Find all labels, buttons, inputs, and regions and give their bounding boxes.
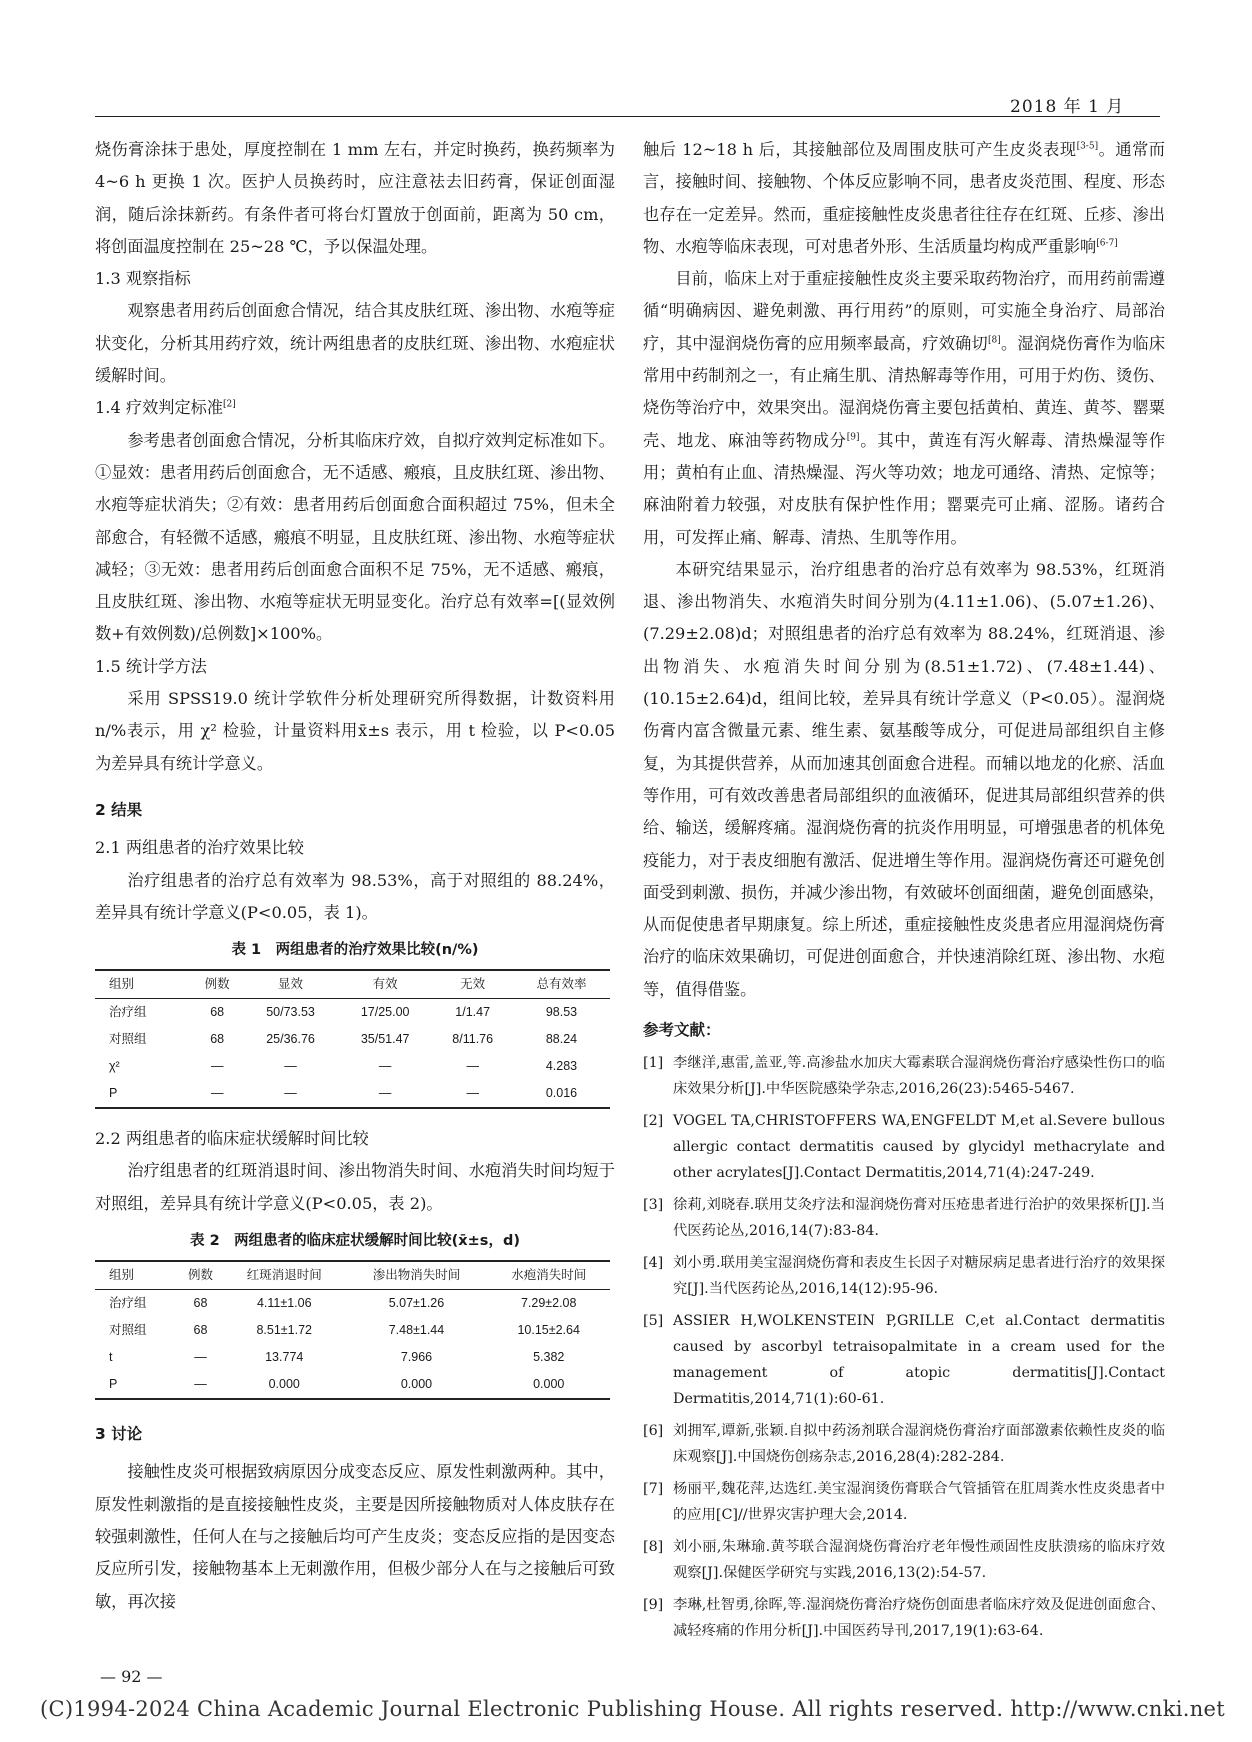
table-cell: 0.000 bbox=[346, 1371, 488, 1399]
copyright-footer: (C)1994-2024 China Academic Journal Electronic Publishing House. All rights reserved. http://www.cnki.net bbox=[40, 1697, 1226, 1721]
citation-3-5[interactable]: [3-5] bbox=[1076, 141, 1099, 152]
citation-9[interactable]: [9] bbox=[846, 432, 860, 443]
paragraph-treatment bbox=[643, 263, 1165, 554]
table2-header: 例数 bbox=[178, 1261, 223, 1290]
table-row bbox=[95, 1317, 610, 1344]
paragraph-1-3: 观察患者用药后创面愈合情况，结合其皮肤红斑、渗出物、水疱等症状变化，分析其用药疗效，统计两组患者的皮肤红斑、渗出物、水疱症状缓解时间。 bbox=[95, 301, 615, 386]
citation-2[interactable]: [2] bbox=[223, 399, 236, 410]
heading-1-4 bbox=[95, 392, 615, 424]
table-cell: 治疗组 bbox=[109, 1005, 147, 1020]
table-cell: P bbox=[95, 1371, 178, 1399]
paragraph-1-5: 采用 SPSS19.0 统计学软件分析处理研究所得数据，计数资料用 n/%表示，用 χ² 检验，计量资料用x̄±s 表示，用 t 检验，以 P<0.05 为差异具有统计学意义。 bbox=[95, 689, 615, 773]
table-cell: 0.000 bbox=[223, 1371, 346, 1399]
table1-header: 无效 bbox=[432, 970, 512, 999]
table-row bbox=[95, 1080, 610, 1108]
heading-1-5: 1.5 统计学方法 bbox=[95, 656, 207, 676]
table-row bbox=[95, 1026, 610, 1053]
header-date: 2018 年 1 月 bbox=[1010, 97, 1125, 117]
table-cell: — bbox=[194, 1350, 207, 1365]
heading-1-3: 1.3 观察指标 bbox=[95, 269, 191, 289]
table1-header: 显效 bbox=[243, 970, 338, 999]
table-1 bbox=[95, 969, 610, 1109]
reference-text: 刘拥军,谭新,张颖.自拟中药汤剂联合湿润烧伤膏治疗面部激素依赖性皮炎的临床观察[J].中国烧伤创疡杂志,2016,28(4):282-284. bbox=[673, 1423, 1165, 1466]
reference-item bbox=[643, 1534, 1165, 1586]
reference-item bbox=[643, 1250, 1165, 1302]
paragraph-1-4: 参考患者创面愈合情况，分析其临床疗效，自拟疗效判定标准如下。①显效：患者用药后创面愈合，无不适感、瘢痕，且皮肤红斑、渗出物、水疱等症状消失；②有效：患者用药后创面愈合面积超过 75%，但未全部愈合，有轻微不适感，瘢痕不明显，且皮肤红斑、渗出物、水疱等症状减轻；③无效：患者用药后创面愈合面积不足 75%，无不适感、瘢痕，且皮肤红斑、渗出物、水疱等症状无明显变化。治疗总有效率=[(显效例数+有效例数)/总例数]×100%。 bbox=[95, 430, 615, 644]
table2-caption: 表 2 两组患者的临床症状缓解时间比较(x̄±s，d) bbox=[190, 1233, 520, 1250]
table2-header: 水疱消失时间 bbox=[487, 1261, 610, 1290]
table1-caption: 表 1 两组患者的治疗效果比较(n/%) bbox=[231, 942, 479, 959]
table-cell: 25/36.76 bbox=[266, 1032, 315, 1047]
reference-item bbox=[643, 1192, 1165, 1244]
table-cell: 1/1.47 bbox=[455, 1005, 491, 1020]
table-cell: 50/73.53 bbox=[266, 1005, 315, 1020]
reference-text: 刘小勇.联用美宝湿润烧伤膏和表皮生长因子对糖尿病足患者进行治疗的效果探究[J].当代医药论丛,2016,14(12):95-96. bbox=[673, 1255, 1165, 1298]
reference-number: [9] bbox=[643, 1597, 664, 1614]
table-cell: 68 bbox=[210, 1005, 225, 1020]
table2-header-row bbox=[95, 1261, 610, 1290]
table-row bbox=[95, 1371, 610, 1399]
reference-text: 徐莉,刘晓春.联用艾灸疗法和湿润烧伤膏对压疮患者进行治护的效果探析[J].当代医药论丛,2016,14(7):83-84. bbox=[673, 1197, 1165, 1240]
table-cell: χ² bbox=[109, 1059, 120, 1074]
reference-text: 刘小丽,朱琳瑜.黄芩联合湿润烧伤膏治疗老年慢性顽固性皮肤溃疡的临床疗效观察[J].保健医学研究与实践,2016,13(2):54-57. bbox=[673, 1539, 1165, 1582]
reference-item bbox=[643, 1050, 1165, 1102]
table-row bbox=[95, 1290, 610, 1318]
reference-number: [6] bbox=[643, 1423, 664, 1440]
table1-header: 有效 bbox=[338, 970, 433, 999]
table-cell: 13.774 bbox=[265, 1350, 304, 1365]
table-cell: 4.11±1.06 bbox=[256, 1296, 312, 1311]
table-cell: 17/25.00 bbox=[360, 1005, 410, 1020]
paragraph-3: 接触性皮炎可根据致病原因分成变态反应、原发性刺激两种。其中，原发性刺激指的是直接接触性皮炎，主要是因所接触物质对人体皮肤存在较强刺激性，任何人在与之接触后均可产生皮炎；变态反应指的是因变态反应所引发，接触物基本上无刺激作用，但极少部分人在与之接触后可致敏，再次接 bbox=[95, 1462, 615, 1611]
reference-item bbox=[643, 1308, 1165, 1412]
reference-item bbox=[643, 1418, 1165, 1470]
reference-text: ASSIER H,WOLKENSTEIN P,GRILLE C,et al.Contact dermatitis caused by ascorbyl tetraisopalmitate in a cream used for the management of atopic dermatitis[J].Contact Dermatitis,2014,71(1):60-61. bbox=[673, 1313, 1165, 1408]
table1-header-row bbox=[95, 970, 610, 999]
table-cell: 7.966 bbox=[400, 1350, 433, 1365]
reference-number: [1] bbox=[643, 1055, 664, 1072]
table-cell: 治疗组 bbox=[109, 1296, 147, 1311]
table-cell: — bbox=[178, 1371, 223, 1399]
table-row bbox=[95, 1344, 610, 1371]
reference-text: VOGEL TA,CHRISTOFFERS WA,ENGFELDT M,et al.Severe bullous allergic contact dermatitis caused by glycidyl methacrylate and other acrylates[J].Contact Dermatitis,2014,71(4):247-249. bbox=[673, 1113, 1165, 1182]
references-title: 参考文献： bbox=[643, 1021, 721, 1040]
table-cell: 7.29±2.08 bbox=[520, 1296, 577, 1311]
table-cell: 5.382 bbox=[533, 1350, 565, 1365]
table1-header: 例数 bbox=[191, 970, 243, 999]
table-cell: 0.016 bbox=[513, 1080, 610, 1108]
reference-text: 李琳,杜智勇,徐晖,等.湿润烧伤膏治疗烧伤创面患者临床疗效及促进创面愈合、减轻疼痛的作用分析[J].中国医药导刊,2017,19(1):63-64. bbox=[673, 1597, 1165, 1640]
heading-2: 2 结果 bbox=[95, 800, 143, 819]
table-cell: — bbox=[378, 1059, 392, 1074]
table-cell: 88.24 bbox=[545, 1032, 578, 1047]
right-column bbox=[643, 134, 1165, 1650]
paragraph-treatment-a: 目前，临床上对于重症接触性皮炎主要采取药物治疗，而用药前需遵循“明确病因、避免刺激、再行用药”的原则，可实施全身治疗、局部治疗，其中湿润烧伤膏的应用频率最高，疗效确切 bbox=[643, 269, 1165, 353]
table1-header: 总有效率 bbox=[513, 970, 610, 999]
table1-header: 组别 bbox=[95, 970, 191, 999]
left-column bbox=[95, 134, 615, 1618]
table-cell: — bbox=[284, 1059, 297, 1074]
reference-number: [4] bbox=[643, 1255, 664, 1272]
table-cell: 68 bbox=[210, 1032, 225, 1047]
table-cell: 4.283 bbox=[545, 1059, 578, 1074]
paragraph-treatment-c: 。其中，黄连有泻火解毒、清热燥湿等作用；黄柏有止血、清热燥湿、泻火等功效；地龙可通络、清热、定惊等；麻油附着力较强，对皮肤有保护性作用；罂粟壳可止痛、涩肠。诸药合用，可发挥止痛、解毒、清热、生肌等作用。 bbox=[643, 430, 1166, 547]
table-cell: — bbox=[466, 1059, 479, 1074]
table-cell: 10.15±2.64 bbox=[517, 1323, 580, 1338]
paragraph-intro: 烧伤膏涂抹于患处，厚度控制在 1 mm 左右，并定时换药，换药频率为 4~6 h 更换 1 次。医护人员换药时，应注意祛去旧药膏，保证创面湿润，随后涂抹新药。有条件者可将台灯置放于创面前，距离为 50 cm，将创面温度控制在 25~28 ℃，予以保温处理。 bbox=[95, 140, 615, 256]
reference-number: [2] bbox=[643, 1113, 664, 1130]
page-number: — 92 — bbox=[100, 1667, 163, 1686]
table-cell: — bbox=[191, 1080, 243, 1108]
table-cell: 68 bbox=[193, 1296, 208, 1311]
reference-text: 杨丽平,魏花萍,达选红.美宝湿润烫伤膏联合气管插管在肛周粪水性皮炎患者中的应用[C]//世界灾害护理大会,2014. bbox=[673, 1481, 1165, 1524]
table-cell: t bbox=[109, 1350, 113, 1365]
table2-header: 组别 bbox=[95, 1261, 178, 1290]
references-list bbox=[643, 1050, 1165, 1644]
table-cell: 8.51±1.72 bbox=[256, 1323, 312, 1338]
header-rule bbox=[95, 116, 1160, 117]
table-row bbox=[95, 999, 610, 1027]
heading-2-1: 2.1 两组患者的治疗效果比较 bbox=[95, 838, 304, 858]
table-cell: — bbox=[338, 1080, 433, 1108]
table-row bbox=[95, 1053, 610, 1080]
reference-item bbox=[643, 1108, 1165, 1186]
reference-number: [7] bbox=[643, 1481, 664, 1498]
reference-number: [5] bbox=[643, 1313, 664, 1330]
table2-header: 渗出物消失时间 bbox=[346, 1261, 488, 1290]
table-cell: — bbox=[243, 1080, 338, 1108]
table-cell: 0.000 bbox=[487, 1371, 610, 1399]
paragraph-continued bbox=[643, 134, 1165, 263]
table-cell: — bbox=[210, 1059, 224, 1074]
paragraph-continued-a: 触后 12~18 h 后，其接触部位及周围皮肤可产生皮炎表现 bbox=[643, 140, 1077, 159]
heading-2-2: 2.2 两组患者的临床症状缓解时间比较 bbox=[95, 1129, 369, 1149]
table-cell: 8/11.76 bbox=[452, 1032, 494, 1047]
table-cell: 35/51.47 bbox=[360, 1032, 410, 1047]
paragraph-2-2: 治疗组患者的红斑消退时间、渗出物消失时间、水疱消失时间均短于对照组，差异具有统计学意义(P<0.05，表 2)。 bbox=[95, 1161, 615, 1213]
reference-item bbox=[643, 1592, 1165, 1644]
table-2 bbox=[95, 1260, 610, 1400]
table-cell: 5.07±1.26 bbox=[388, 1296, 445, 1311]
table-cell: 98.53 bbox=[545, 1005, 578, 1020]
reference-number: [8] bbox=[643, 1539, 664, 1556]
heading-3: 3 讨论 bbox=[95, 1425, 143, 1444]
citation-6-7[interactable]: [6-7] bbox=[1096, 238, 1118, 249]
heading-1-4-text: 1.4 疗效判定标准 bbox=[95, 398, 224, 418]
reference-number: [3] bbox=[643, 1197, 664, 1214]
table-cell: — bbox=[432, 1080, 512, 1108]
reference-text: 李继洋,惠雷,盖亚,等.高渗盐水加庆大霉素联合湿润烧伤膏治疗感染性伤口的临床效果分析[J].中华医院感染学杂志,2016,26(23):5465-5467. bbox=[673, 1055, 1165, 1098]
table-cell: 对照组 bbox=[109, 1032, 147, 1047]
table-cell: P bbox=[95, 1080, 191, 1108]
table-cell: 对照组 bbox=[109, 1323, 147, 1338]
reference-item bbox=[643, 1476, 1165, 1528]
table-cell: 7.48±1.44 bbox=[388, 1323, 445, 1338]
table2-header: 红斑消退时间 bbox=[223, 1261, 346, 1290]
paragraph-results-discussion: 本研究结果显示，治疗组患者的治疗总有效率为 98.53%，红斑消退、渗出物消失、水疱消失时间分别为(4.11±1.06)、(5.07±1.26)、(7.29±2.08)d；对照组患者的治疗总有效率为 88.24%，红斑消退、渗出物消失、水疱消失时间分别为(8.51±1.72)、(7.48±1.44)、(10.15±2.64)d，组间比较，差异具有统计学意义（P<0.05）。湿润烧伤膏内富含微量元素、维生素、氨基酸等成分，可促进局部组织自主修复，为其提供营养，从而加速其创面愈合进程。而辅以地龙的化瘀、活血等作用，可有效改善患者局部组织的血液循环，促进其局部组织营养的供给、输送，缓解疼痛。湿润烧伤膏的抗炎作用明显，可增强患者的机体免疫能力，对于表皮细胞有激活、促进增生等作用。湿润烧伤膏还可避免创面受到刺激、损伤，并减少渗出物，有效破坏创面细菌，避免创面感染，从而促使患者早期康复。综上所述，重症接触性皮炎患者应用湿润烧伤膏治疗的临床效果确切，可促进创面愈合，并快速消除红斑、渗出物、水疱等，值得借鉴。 bbox=[643, 559, 1165, 999]
citation-8[interactable]: [8] bbox=[987, 335, 1001, 346]
paragraph-treatment-b: 。湿润烧伤膏作为临床常用中药制剂之一，有止痛生肌、清热解毒等作用，可用于灼伤、烫伤、烧伤等治疗中，效果突出。湿润烧伤膏主要包括黄柏、黄连、黄芩、罂粟壳、地龙、麻油等药物成分 bbox=[643, 333, 1166, 450]
paragraph-2-1: 治疗组患者的治疗总有效率为 98.53%，高于对照组的 88.24%，差异具有统计学意义(P<0.05，表 1)。 bbox=[95, 870, 615, 922]
paragraph-continued-b: 。通常而言，接触时间、接触物、个体反应影响不同，患者皮炎范围、程度、形态也存在一定差异。然而，重症接触性皮炎患者往往存在红斑、丘疹、渗出物、水疱等临床表现，可对患者外形、生活质量均构成严重影响 bbox=[643, 140, 1165, 256]
table-cell: 68 bbox=[193, 1323, 208, 1338]
